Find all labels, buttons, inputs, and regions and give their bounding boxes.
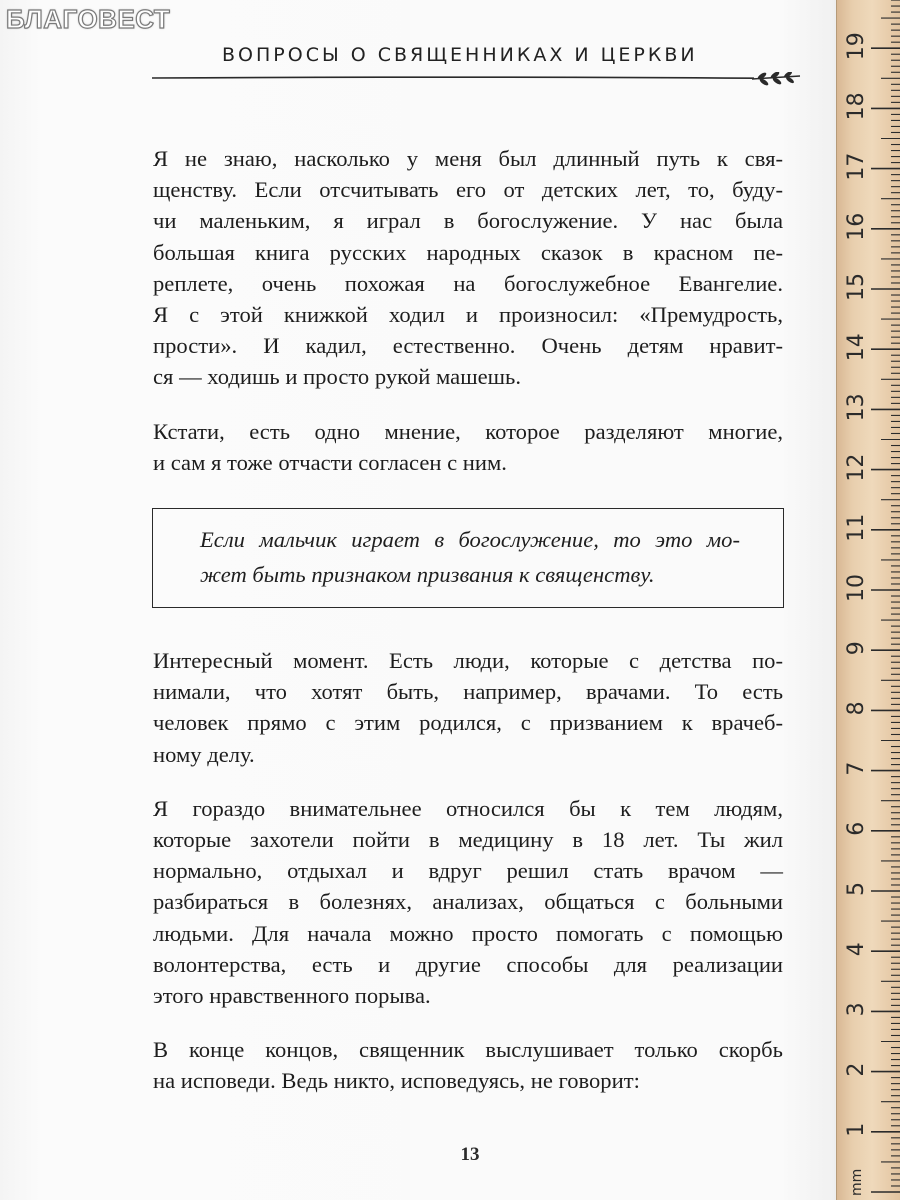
paragraph [153, 1034, 783, 1096]
text-line: большая книга русских народных сказок в красном пе- [153, 239, 783, 265]
text-line: и сам я тоже отчасти согласен с ним. [153, 449, 507, 475]
ruler-number: 1 [844, 1122, 869, 1137]
leaf-sprig-icon [752, 72, 800, 86]
text-line: Я с этой книжкой ходил и произносил: «Премудрость, [153, 301, 783, 327]
text-line: чи маленьким, я играл в богослужение. У нас была [153, 208, 783, 234]
running-head: ВОПРОСЫ О СВЯЩЕННИКАХ И ЦЕРКВИ [222, 44, 698, 66]
measuring-ruler [836, 0, 900, 1200]
ruler-number: 9 [844, 641, 869, 656]
ruler-scale [837, 0, 900, 1200]
paragraph [153, 645, 783, 770]
text-line: Я не знаю, насколько у меня был длинный путь к свя- [153, 146, 783, 171]
ruler-number: 10 [844, 574, 869, 602]
callout-line: Если мальчик играет в богослужение, то это мо- [200, 527, 740, 552]
ruler-number: 13 [844, 393, 869, 422]
header-rule-ornament [152, 72, 812, 86]
text-line: прости». И кадил, естественно. Очень детям нравит- [153, 333, 783, 359]
page-number: 13 [460, 1144, 480, 1165]
paragraph [153, 143, 783, 393]
text-line: этого нравственного порыва. [153, 982, 431, 1008]
ruler-number: 19 [844, 32, 869, 61]
text-line: нимали, что хотят быть, например, врачами. То есть [153, 679, 783, 705]
text-line: щенству. Если отсчитывать его от детских лет, то, буду- [153, 177, 783, 203]
text-line: нормально, отдыхал и вдруг решил стать врачом — [153, 858, 783, 884]
ruler-unit-label: mm [849, 1168, 865, 1196]
ruler-number: 15 [844, 273, 869, 301]
ruler-number: 14 [844, 333, 869, 362]
text-line: волонтерства, есть и другие способы для реализации [153, 951, 783, 977]
text-line: человек прямо с этим родился, с призванием к врачеб- [153, 710, 783, 736]
text-line: ному делу. [153, 741, 255, 767]
text-line: Я гораздо внимательнее относился бы к тем людям, [153, 795, 783, 821]
ruler-number: 8 [844, 701, 869, 716]
text-line: В конце концов, священник выслушивает только скорбь [153, 1037, 783, 1063]
paragraph [153, 793, 783, 1011]
ruler-number: 4 [844, 942, 869, 957]
ruler-number: 2 [844, 1062, 869, 1077]
ruler-number: 5 [844, 882, 869, 896]
paragraph [153, 416, 783, 478]
ruler-number: 3 [844, 1002, 869, 1017]
ruler-number: 6 [844, 821, 869, 836]
text-line: Интересный момент. Есть люди, которые с детства по- [153, 648, 783, 673]
ruler-number: 18 [844, 92, 869, 121]
ruler-number: 11 [844, 513, 869, 542]
text-line: на исповеди. Ведь никто, исповедуясь, не говорит: [153, 1068, 640, 1094]
text-line: реплете, очень похожая на богослужебное Евангелие. [153, 270, 783, 296]
text-line: людьми. Для начала можно просто помогать с помощью [153, 920, 783, 946]
ruler-number: 16 [844, 212, 869, 241]
ruler-number: 7 [844, 761, 869, 776]
text-line: Кстати, есть одно мнение, которое разделяют многие, [153, 418, 783, 444]
text-line: ся — ходишь и просто рукой машешь. [153, 364, 521, 390]
ruler-number: 17 [844, 152, 869, 181]
watermark-logo: БЛАГОВЕСТ [6, 4, 171, 34]
ruler-number: 12 [844, 453, 869, 482]
text-line: которые захотели пойти в медицину в 18 лет. Ты жил [153, 826, 783, 852]
callout-line: жет быть признаком призвания к священству. [200, 562, 655, 587]
callout-box [152, 508, 784, 608]
text-line: разбираться в болезнях, анализах, общаться с больными [153, 889, 783, 915]
